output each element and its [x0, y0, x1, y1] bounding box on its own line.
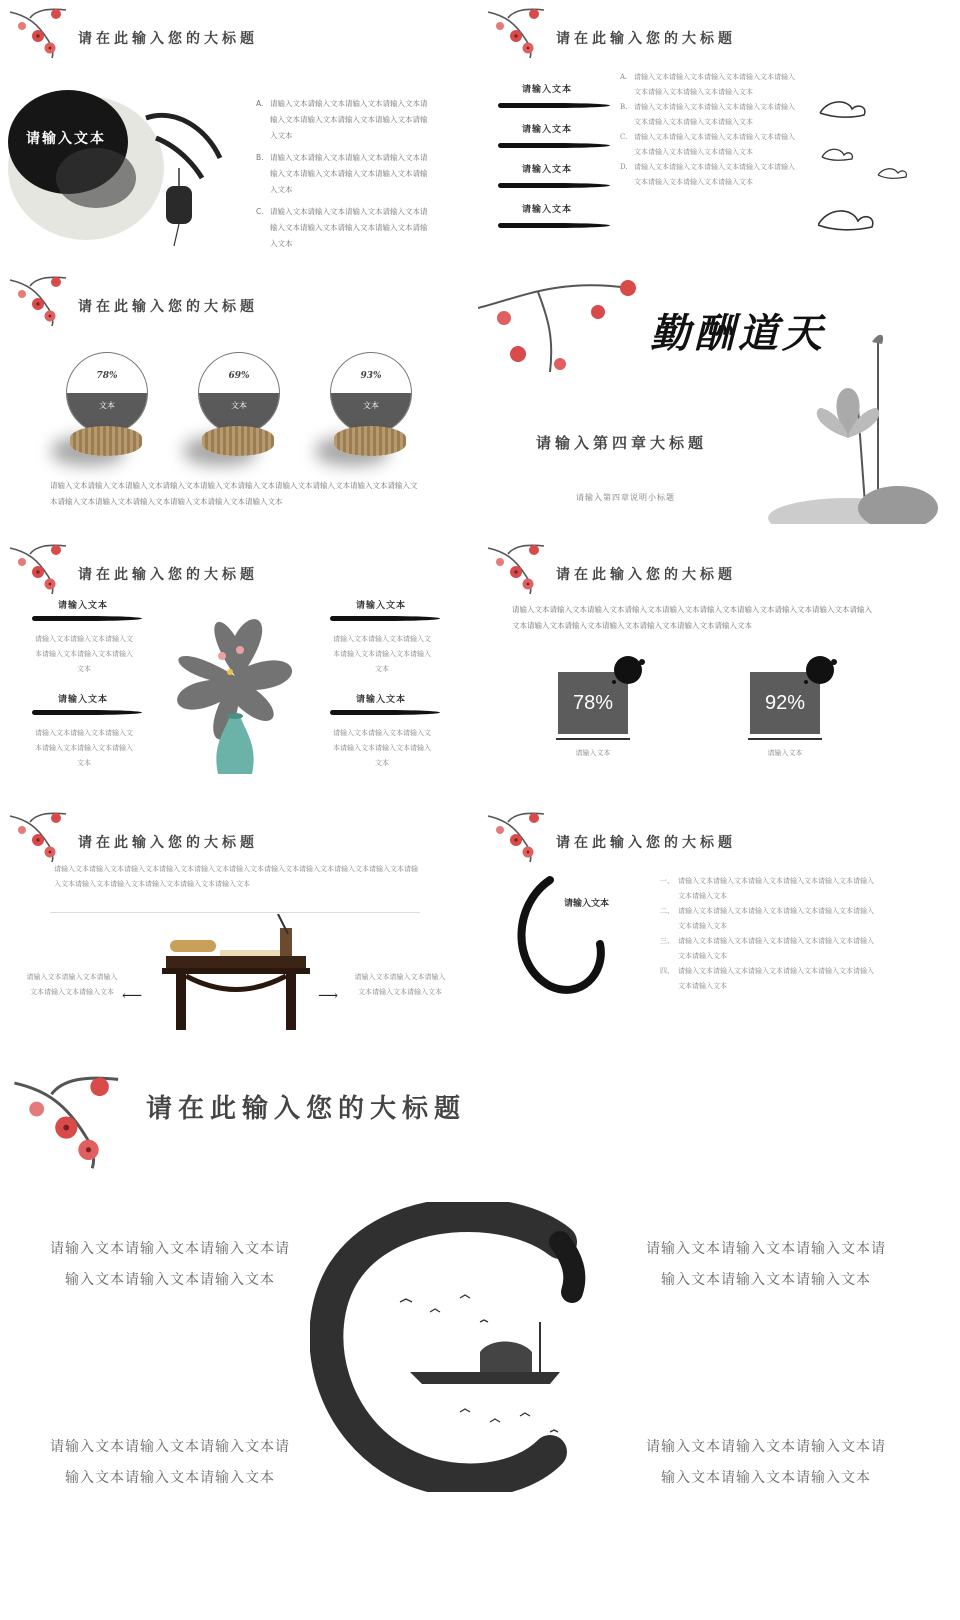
slide-title: 请在此输入您的大标题	[78, 567, 258, 583]
ink-label: 请输入文本	[564, 899, 610, 909]
text-block: 请输入文本请输入文本请输入文本请输入文本请输入文本请输入文本	[646, 1241, 886, 1288]
ink-brush-stroke	[330, 616, 440, 621]
ink-circle-stroke-icon	[510, 874, 610, 994]
stat-box: 92%	[750, 672, 820, 734]
item-list	[660, 874, 874, 994]
straw-cushion-image	[334, 426, 406, 456]
slide-1	[0, 0, 472, 262]
cloud-motif-icon	[818, 95, 918, 245]
slide-6	[478, 536, 960, 798]
slide-2	[478, 0, 960, 262]
scroll-desk-image	[160, 914, 312, 1044]
slide-title: 请在此输入您的大标题	[146, 1094, 467, 1124]
ink-label: 请输入文本	[26, 131, 106, 147]
text-block: 请输入文本请输入文本请输入文本请输入文本请输入文本请输入文本	[333, 635, 431, 673]
right-text: 请输入文本请输入文本请输入文本请输入文本请输入文本	[354, 973, 446, 996]
brush-label: 请输入文本	[522, 85, 573, 95]
lotus-ink-image	[768, 328, 948, 524]
straw-cushion-image	[70, 426, 142, 456]
slide-7	[0, 804, 472, 1066]
plum-blossom-icon	[10, 1072, 130, 1172]
percent-label: 文本	[67, 393, 147, 433]
item-list	[620, 70, 800, 190]
plum-blossom-icon	[8, 6, 72, 60]
percent-value: 93%	[360, 371, 382, 381]
paragraph: 请输入文本请输入文本请输入文本请输入文本请输入文本请输入文本请输入文本请输入文本请输入文本请输入文本请输入文本请输入文本请输入文本请输入文本请输入文本请输入文本	[54, 865, 418, 888]
book-line	[556, 738, 630, 740]
book-line	[748, 738, 822, 740]
text-block: 请输入文本请输入文本请输入文本请输入文本请输入文本请输入文本	[646, 1439, 886, 1486]
brush-label: 请输入文本	[58, 601, 109, 611]
paragraph: 请输入文本请输入文本请输入文本请输入文本请输入文本请输入文本请输入文本请输入文本请输入文本请输入文本请输入文本请输入文本请输入文本请输入文本请输入文本请输入文本	[50, 481, 418, 506]
plum-blossom-icon	[8, 274, 72, 328]
stat-label: 请输入文本	[767, 749, 803, 757]
ink-brush-stroke	[32, 616, 142, 621]
percent-label: 文本	[331, 393, 411, 433]
list-item: D. 请输入文本请输入文本请输入文本请输入文本请输入文本请输入文本请输入文本请输入文本	[620, 163, 795, 186]
text-block: 请输入文本请输入文本请输入文本请输入文本请输入文本请输入文本	[333, 729, 431, 767]
plum-branch-image	[478, 268, 648, 378]
plum-blossom-icon	[486, 6, 550, 60]
arrow-right-icon: ⟶	[318, 988, 339, 1004]
percent-value: 69%	[228, 371, 250, 381]
ink-flower-vase-image	[160, 606, 310, 786]
brush-label: 请输入文本	[356, 601, 407, 611]
chapter-subtitle: 请输入第四章说明小标题	[576, 493, 675, 502]
brush-label: 请输入文本	[522, 125, 573, 135]
percent-circle	[66, 352, 148, 434]
slide-title: 请在此输入您的大标题	[556, 31, 736, 47]
list-item: 一、 请输入文本请输入文本请输入文本请输入文本请输入文本请输入文本请输入文本	[660, 877, 874, 900]
slide-title: 请在此输入您的大标题	[78, 835, 258, 851]
list-item: C. 请输入文本请输入文本请输入文本请输入文本请输入文本请输入文本请输入文本请输入文本请输入文本	[256, 207, 428, 248]
list-item: 四、 请输入文本请输入文本请输入文本请输入文本请输入文本请输入文本请输入文本	[660, 967, 874, 990]
chapter-title: 请输入第四章大标题	[536, 434, 708, 452]
list-item: B. 请输入文本请输入文本请输入文本请输入文本请输入文本请输入文本请输入文本请输入文本请输入文本	[256, 153, 428, 194]
slide-4	[478, 268, 960, 530]
ink-brush-stroke	[32, 710, 142, 715]
text-block: 请输入文本请输入文本请输入文本请输入文本请输入文本请输入文本	[35, 729, 133, 767]
text-block: 请输入文本请输入文本请输入文本请输入文本请输入文本请输入文本	[35, 635, 133, 673]
plum-blossom-icon	[486, 542, 550, 596]
calligraphy-title: 勤酬道天	[650, 310, 826, 357]
ink-brush-stroke	[498, 143, 610, 148]
plum-blossom-icon	[8, 542, 72, 596]
ink-splash-lantern-image	[6, 78, 236, 248]
slide-9	[0, 1072, 960, 1620]
straw-cushion-image	[202, 426, 274, 456]
plum-blossom-icon	[8, 810, 72, 864]
stat-box: 78%	[558, 672, 628, 734]
percent-circle	[198, 352, 280, 434]
list-item: A. 请输入文本请输入文本请输入文本请输入文本请输入文本请输入文本请输入文本请输入文本请输入文本	[256, 99, 428, 140]
divider	[50, 912, 420, 913]
slide-title: 请在此输入您的大标题	[556, 567, 736, 583]
slide-5	[0, 536, 472, 798]
ink-blot-icon	[608, 652, 648, 688]
text-block: 请输入文本请输入文本请输入文本请输入文本请输入文本请输入文本	[50, 1439, 290, 1486]
list-item: 三、 请输入文本请输入文本请输入文本请输入文本请输入文本请输入文本请输入文本	[660, 937, 874, 960]
ink-brush-stroke	[498, 183, 610, 188]
ink-brush-stroke	[498, 223, 610, 228]
ink-blot-icon	[800, 652, 840, 688]
paragraph: 请输入文本请输入文本请输入文本请输入文本请输入文本请输入文本请输入文本请输入文本请输入文本请输入文本请输入文本请输入文本请输入文本请输入文本请输入文本请输入文本	[512, 605, 872, 630]
list-item: C. 请输入文本请输入文本请输入文本请输入文本请输入文本请输入文本请输入文本请输入文本	[620, 133, 795, 156]
brush-label: 请输入文本	[522, 205, 573, 215]
left-text: 请输入文本请输入文本请输入文本请输入文本请输入文本	[26, 973, 118, 996]
list-item: A. 请输入文本请输入文本请输入文本请输入文本请输入文本请输入文本请输入文本请输入文本	[620, 73, 795, 96]
list-item: 二、 请输入文本请输入文本请输入文本请输入文本请输入文本请输入文本请输入文本	[660, 907, 874, 930]
list-item: B. 请输入文本请输入文本请输入文本请输入文本请输入文本请输入文本请输入文本请输入文本	[620, 103, 795, 126]
percent-value: 78%	[96, 371, 118, 381]
plum-blossom-icon	[486, 810, 550, 864]
arrow-left-icon: ⟵	[122, 988, 143, 1004]
text-block: 请输入文本请输入文本请输入文本请输入文本请输入文本请输入文本	[50, 1241, 290, 1288]
slide-title: 请在此输入您的大标题	[78, 299, 258, 315]
percent-circle	[330, 352, 412, 434]
brush-label: 请输入文本	[356, 695, 407, 705]
brush-label: 请输入文本	[58, 695, 109, 705]
slide-3	[0, 268, 472, 530]
slide-title: 请在此输入您的大标题	[78, 31, 258, 47]
item-list	[256, 96, 430, 252]
percent-label: 文本	[199, 393, 279, 433]
slide-title: 请在此输入您的大标题	[556, 835, 736, 851]
ink-brush-stroke	[330, 710, 440, 715]
stat-label: 请输入文本	[575, 749, 611, 757]
ink-circle-boat-image	[310, 1202, 590, 1492]
slide-8	[478, 804, 960, 1066]
ink-brush-stroke	[498, 103, 610, 108]
brush-label: 请输入文本	[522, 165, 573, 175]
